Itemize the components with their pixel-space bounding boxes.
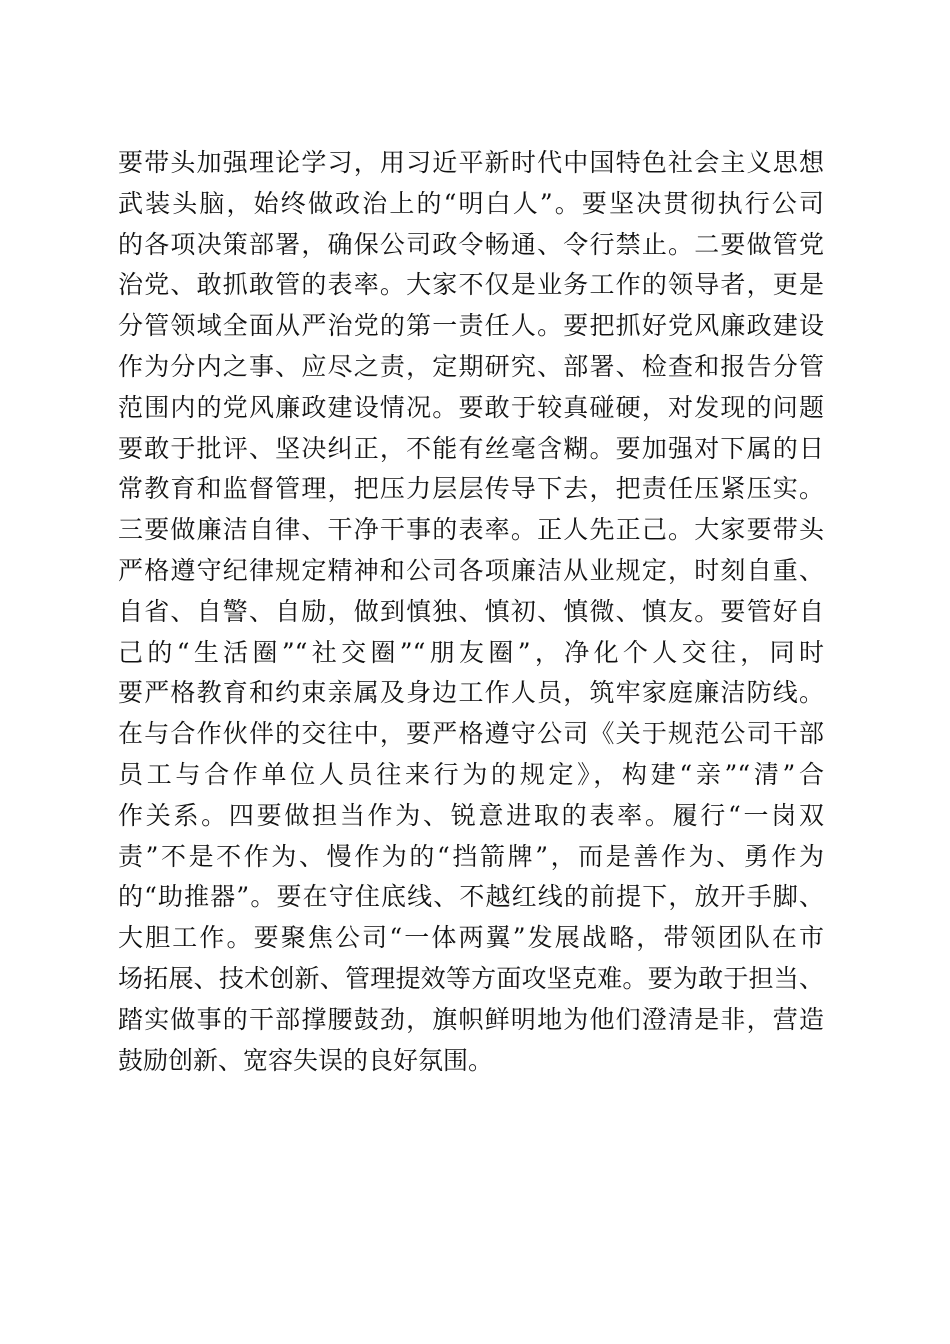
- text-line: 作关系。四要做担当作为、锐意进取的表率。履行“一岗双: [118, 800, 824, 830]
- text-line: 范围内的党风廉政建设情况。要敢于较真碰硬，对发现的问题: [118, 392, 824, 422]
- text-line: 作为分内之事、应尽之责，定期研究、部署、检查和报告分管: [118, 351, 824, 381]
- text-line: 踏实做事的干部撑腰鼓劲，旗帜鲜明地为他们澄清是非，营造: [118, 1004, 824, 1034]
- body-paragraph: [118, 143, 824, 1081]
- text-line: 武装头脑，始终做政治上的“明白人”。要坚决贯彻执行公司: [118, 188, 824, 218]
- text-line: 大胆工作。要聚焦公司“一体两翼”发展战略，带领团队在市: [118, 923, 824, 953]
- text-line: 的各项决策部署，确保公司政令畅通、令行禁止。二要做管党: [118, 229, 824, 259]
- text-line: 分管领域全面从严治党的第一责任人。要把抓好党风廉政建设: [118, 311, 824, 341]
- text-line: 三要做廉洁自律、干净干事的表率。正人先正己。大家要带头: [118, 515, 824, 545]
- text-line: 要敢于批评、坚决纠正，不能有丝毫含糊。要加强对下属的日: [118, 433, 824, 463]
- text-line: 要带头加强理论学习，用习近平新时代中国特色社会主义思想: [118, 148, 824, 177]
- text-line: 的“助推器”。要在守住底线、不越红线的前提下，放开手脚、: [118, 882, 824, 912]
- text-line: 要严格教育和约束亲属及身边工作人员，筑牢家庭廉洁防线。: [118, 678, 824, 708]
- text-line: 在与合作伙伴的交往中，要严格遵守公司《关于规范公司干部: [118, 719, 824, 749]
- text-line: 己的“生活圈”“社交圈”“朋友圈”，净化个人交往，同时: [118, 637, 824, 667]
- text-line: 场拓展、技术创新、管理提效等方面攻坚克难。要为敢于担当、: [118, 963, 824, 993]
- text-line: 鼓励创新、宽容失误的良好氛围。: [118, 1045, 494, 1075]
- text-line: 员工与合作单位人员往来行为的规定》，构建“亲”“清”合: [118, 759, 824, 789]
- text-line: 治党、敢抓敢管的表率。大家不仅是业务工作的领导者，更是: [118, 270, 824, 300]
- text-line: 自省、自警、自励，做到慎独、慎初、慎微、慎友。要管好自: [118, 596, 824, 626]
- text-line: 严格遵守纪律规定精神和公司各项廉洁从业规定，时刻自重、: [118, 555, 824, 585]
- text-line: 常教育和监督管理，把压力层层传导下去，把责任压紧压实。: [118, 474, 824, 504]
- text-line: 责”不是不作为、慢作为的“挡箭牌”，而是善作为、勇作为: [118, 841, 824, 871]
